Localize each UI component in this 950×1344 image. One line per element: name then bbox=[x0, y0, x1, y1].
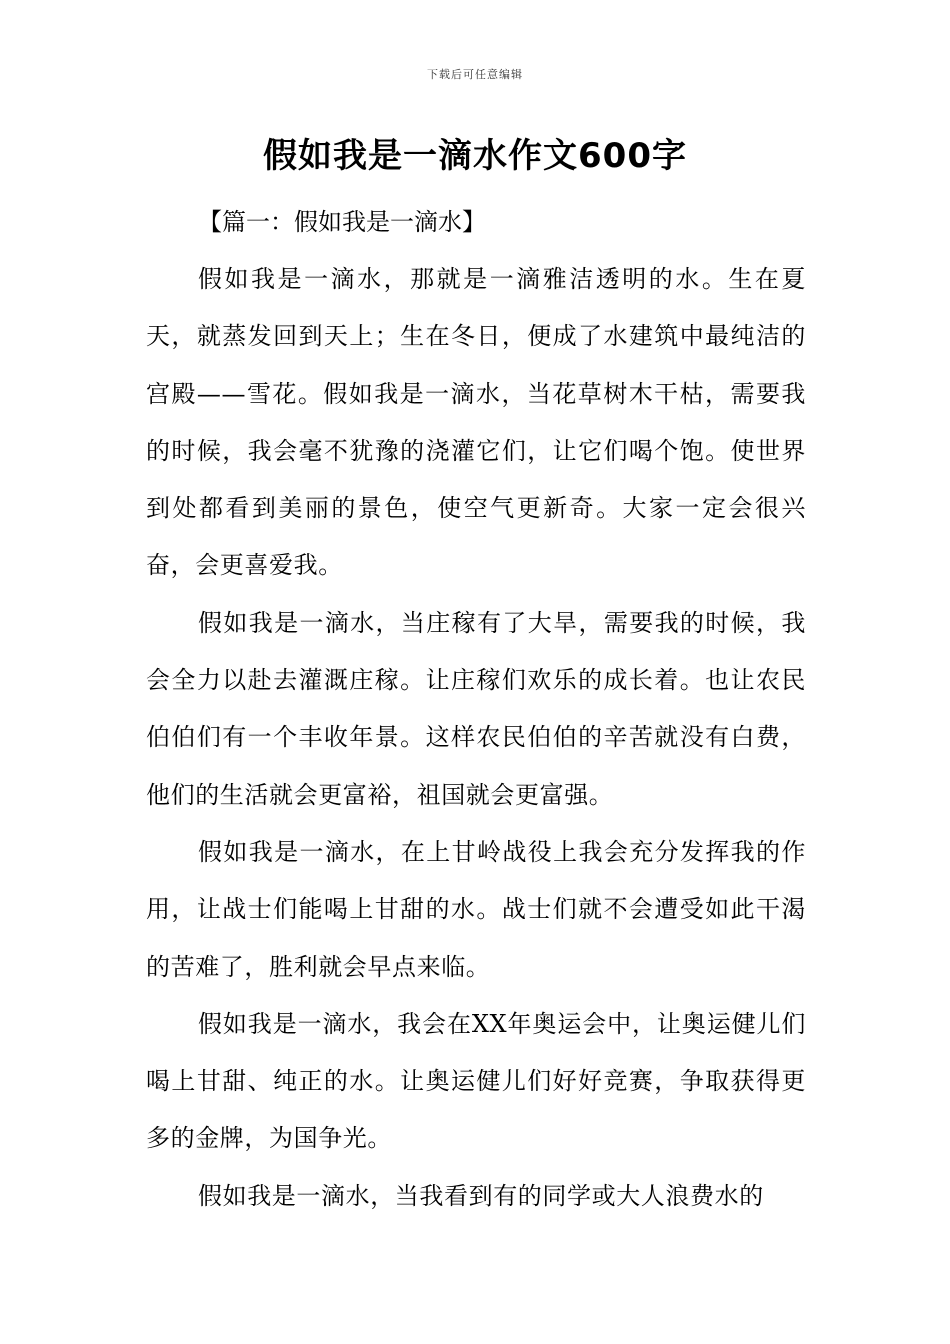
header-note: 下载后可任意编辑 bbox=[427, 68, 523, 81]
paragraph-3: 假如我是一滴水，在上甘岭战役上我会充分发挥我的作用，让战士们能喝上甘甜的水。战士们就不会遭受如此干渴的苦难了，胜利就会早点来临。 bbox=[146, 837, 806, 981]
page-title: 假如我是一滴水作文600字 bbox=[263, 136, 687, 176]
article-body bbox=[146, 194, 806, 1225]
paragraph-4: 假如我是一滴水，我会在XX年奥运会中，让奥运健儿们喝上甘甜、纯正的水。让奥运健儿们好好竞赛，争取获得更多的金牌，为国争光。 bbox=[146, 1009, 806, 1153]
section-heading: 【篇一：假如我是一滴水】 bbox=[198, 208, 486, 236]
paragraph-1: 假如我是一滴水，那就是一滴雅洁透明的水。生在夏天，就蒸发回到天上；生在冬日，便成了水建筑中最纯洁的宫殿——雪花。假如我是一滴水，当花草树木干枯，需要我的时候，我会毫不犹豫的浇灌它们，让它们喝个饱。使世界到处都看到美丽的景色，使空气更新奇。大家一定会很兴奋，会更喜爱我。 bbox=[146, 265, 806, 580]
paragraph-5: 假如我是一滴水，当我看到有的同学或大人浪费水的 bbox=[198, 1181, 764, 1210]
paragraph-2: 假如我是一滴水，当庄稼有了大旱，需要我的时候，我会全力以赴去灌溉庄稼。让庄稼们欢乐的成长着。也让农民伯伯们有一个丰收年景。这样农民伯伯的辛苦就没有白费，他们的生活就会更富裕，祖国就会更富强。 bbox=[146, 608, 806, 809]
